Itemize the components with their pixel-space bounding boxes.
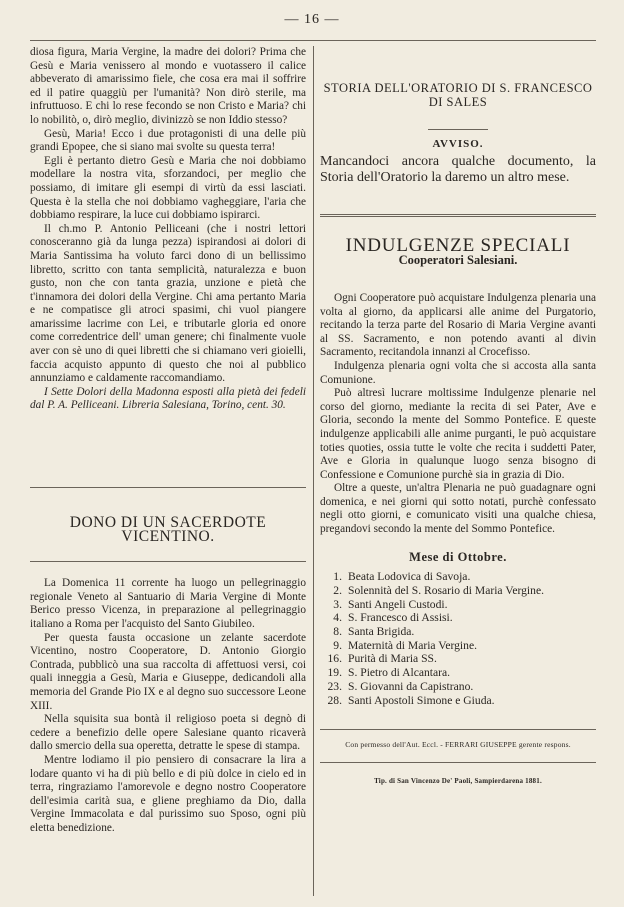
right-column xyxy=(320,46,596,788)
section-title-dono: DONO DI UN SACERDOTE VICENTINO. xyxy=(69,514,267,545)
section-rule xyxy=(320,214,596,217)
section-title-storia: STORIA DELL'ORATORIO DI S. FRANCESCO DI SALES xyxy=(323,81,593,109)
list-item: 4. S. Francesco di Assisi. xyxy=(333,611,453,625)
footer-rule xyxy=(320,729,596,730)
page-number: — 16 — xyxy=(284,12,340,27)
article-paragraph: Il ch.mo P. Antonio Pelliceani (che i nostri lettori conosceranno già da lunga pezza) ispirandosi ai dolori di Maria Santissima ha voluto farci dono di un bellissimo libretto, scritto con tanta semplicità, naturalezza e buon gusto, non che con tanta grazia, unzione e pietà che t'innamora dei dolori della Vergine. Chi ama pertanto Maria e ne compatisce gli atroci spasimi, chi vuol piangere amarissime lacrime con Lei, e tributarle gloria ed onore come corredentrice dell' uman genere; chi finalmente vuole aver con sè uno di quei libretti che si chiamano veri gioielli, faccia acquisto appunto di questo che noi al pubblico annunziamo e caldamente raccomandiamo. xyxy=(30,222,306,385)
list-item: 8. Santa Brigida. xyxy=(333,625,415,639)
article-paragraph: La Domenica 11 corrente ha luogo un pellegrinaggio regionale Veneto al Santuario di Maria Vergine di Monte Berico presso Vicenza, in preparazione al pellegrinaggio italiano a Roma per l'acquisto del Santo Giubileo. xyxy=(30,577,306,630)
footer-rule xyxy=(320,762,596,763)
section-title-indulgenze: INDULGENZE SPECIALI xyxy=(345,234,571,256)
list-item: 3. Santi Angeli Custodi. xyxy=(333,597,448,611)
article-paragraph: Egli è pertanto dietro Gesù e Maria che noi dobbiamo modellare la nostra vita, sforzandoci, per meglio che possiamo, di imitare gli esempi di virtù da essi lasciati. Questa è la stella che noi dobbiamo vagheggiare, l'aria che dobbiamo respirare, la luce cui dobbiamo ispirarci. xyxy=(30,154,306,222)
list-item: 1. Beata Lodovica di Savoja. xyxy=(333,570,471,584)
article-paragraph: Nella squisita sua bontà il religioso poeta si degnò di cedere a benefizio delle opere Salesiane quanto ricaverà dallo smercio della sua operetta, detratte le spese di stampa. xyxy=(30,713,306,753)
indulgence-paragraph: Indulgenza plenaria ogni volta che si accosta alla santa Comunione. xyxy=(320,359,596,386)
list-item: 19. S. Pietro di Alcantara. xyxy=(327,666,451,680)
list-item: 28. Santi Apostoli Simone e Giuda. xyxy=(327,693,495,707)
list-item: 16. Purità di Maria SS. xyxy=(327,652,437,666)
article-paragraph: diosa figura, Maria Vergine, la madre dei dolori? Prima che Gesù e Maria venissero al mondo e vuotassero il calice abbeverato di amarissimo fiele, che cosa era mai il soffrire ed il patire quaggiù per l'umanità? Non dirò sterile, ma infruttuoso. E chi lo rese fecondo se non Cristo e Maria? chi lo nobilitò, o, dirò meglio, divinizzò se non Iddio stesso? xyxy=(30,46,306,126)
article-paragraph: Gesù, Maria! Ecco i due protagonisti di una delle più grandi Epopee, che si siano mai svolte su questa terra! xyxy=(30,127,306,154)
list-item: 2. Solennità del S. Rosario di Maria Vergine. xyxy=(333,583,544,597)
column-divider xyxy=(313,46,314,896)
section-rule xyxy=(30,487,306,488)
list-item: 23. S. Giovanni da Capistrano. xyxy=(327,679,474,693)
left-column xyxy=(30,46,306,836)
short-rule xyxy=(428,129,488,130)
list-item: 9. Maternità di Maria Vergine. xyxy=(333,638,477,652)
avviso-title: AVVISO. xyxy=(432,138,484,151)
article-paragraph: Per questa fausta occasione un zelante sacerdote Vicentino, nostro Cooperatore, D. Antonio Giorgio Contrada, pubblicò una sua raccolta di affettuosi versi, coi quali inneggia a Gesù, Maria e Giuseppe, dedicandoli alla memoria del Grande Pio IX e al degno suo successore Leone XIII. xyxy=(30,631,306,712)
section-rule xyxy=(30,561,306,562)
mese-title: Mese di Ottobre. xyxy=(409,549,507,564)
indulgence-paragraph: Ogni Cooperatore può acquistare Indulgenza plenaria una volta al giorno, da applicarsi alle anime del Purgatorio, recitando la terza parte del Rosario di Maria Vergine avanti al SS. Sacramento, e non potendo avanti al divin Sacramento, recitandola innanzi al Crocefisso. xyxy=(320,291,596,359)
avviso-text: Mancandoci ancora qualche documento, la Storia dell'Oratorio la daremo un altro mese. xyxy=(320,153,596,185)
indulgence-paragraph: Può altresì lucrare moltissime Indulgenze plenarie nel corso del giorno, mediante la recita di sei Pater, Ave e Gloria, secondo la mente del Sommo Pontefice. E queste indulgenze applicabili alle anime purganti, le può acquistare toties quoties, ossia tutte le volte che recita i suddetti Pater, Ave e Gloria in qualunque luogo senza bisogno di Confessione e Comunione purchè sia in grazia di Dio. xyxy=(320,387,596,481)
indulgence-paragraph: Oltre a queste, un'altra Plenaria ne può guadagnare ogni domenica, e nei giorni qui sotto notati, purchè confessato negli otto giorni, e comunicato visiti una qualche chiesa, pregandovi secondo la mente del Sommo Pontefice. xyxy=(320,482,596,536)
printer-line: Tip. di San Vincenzo De' Paoli, Sampierdarena 1881. xyxy=(374,776,542,785)
top-rule xyxy=(30,40,596,41)
section-subtitle: Cooperatori Salesiani. xyxy=(398,253,518,268)
feast-list xyxy=(320,570,596,707)
imprimatur-line: Con permesso dell'Aut. Eccl. - FERRARI GIUSEPPE gerente respons. xyxy=(345,740,571,750)
book-citation: I Sette Dolori della Madonna esposti alla pietà dei fedeli dal P. A. Pelliceani. Libreria Salesiana, Torino, cent. 30. xyxy=(30,385,306,412)
article-paragraph: Mentre lodiamo il pio pensiero di consacrare la lira a lodare quanto vi ha di più bello e di più dolce in cielo ed in terra, ringraziamo l'amorevole e degno nostro Cooperatore dell'esimia carità sua, e gliene preghiamo da Dio, dalla Vergine Immacolata e dal purissimo suo Sposo, ogni più eletta benedizione. xyxy=(30,753,306,834)
